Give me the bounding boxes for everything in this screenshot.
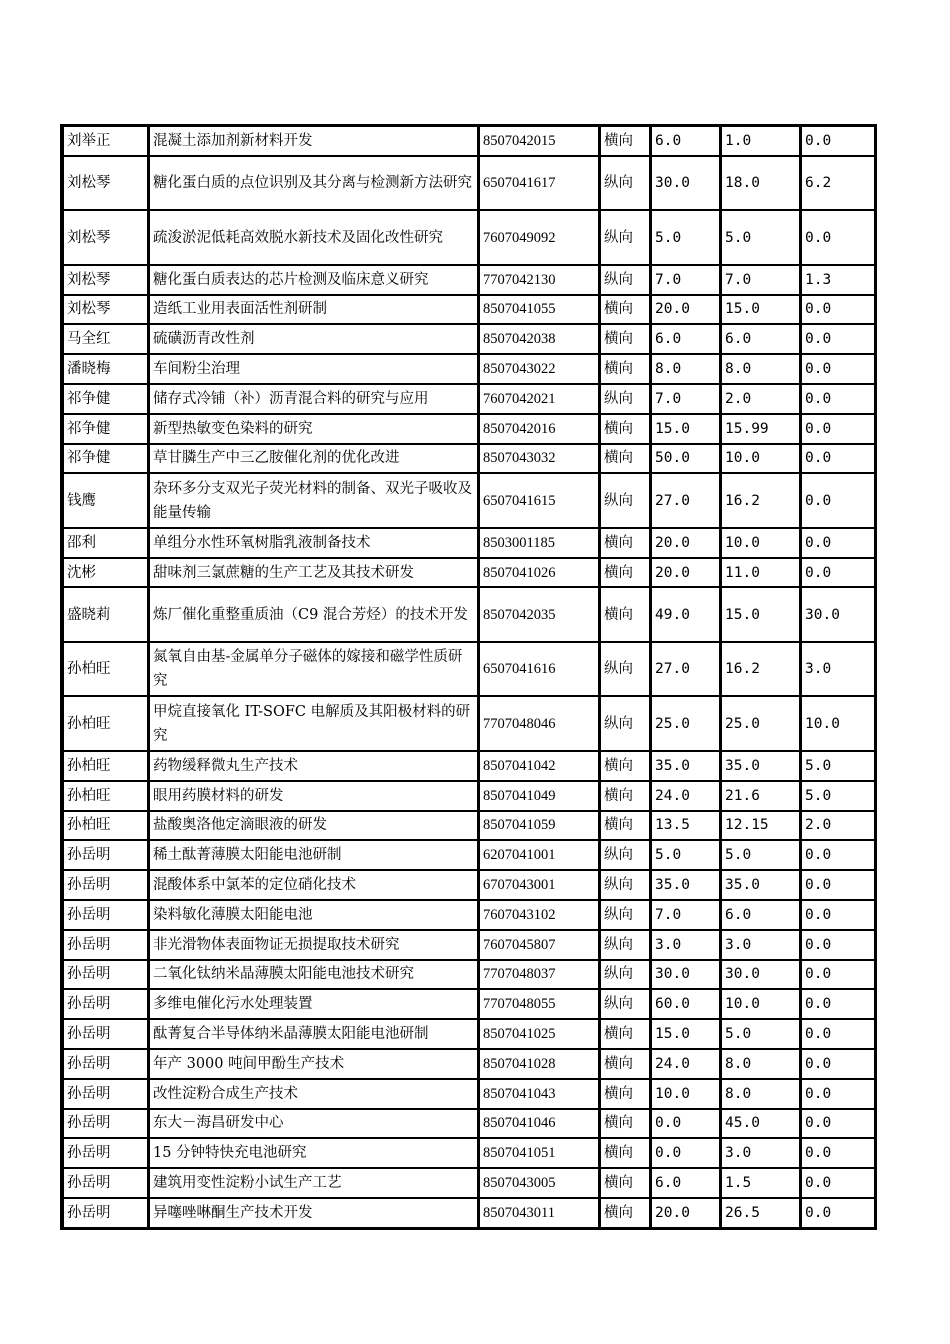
project-title-cell: 混凝土添加剂新材料开发	[148, 126, 478, 156]
researcher-name-cell: 孙柏旺	[62, 642, 148, 697]
project-title-cell: 糖化蛋白质表达的芯片检测及临床意义研究	[148, 265, 478, 295]
researcher-name-cell: 孙岳明	[62, 870, 148, 900]
value-3-cell: 0.0	[800, 1198, 875, 1228]
table-row	[62, 528, 875, 558]
value-1-cell: 6.0	[650, 324, 720, 354]
researcher-name-cell: 孙岳明	[62, 1049, 148, 1079]
project-code-cell: 8507042016	[478, 414, 599, 444]
project-title-cell: 眼用药膜材料的研发	[148, 781, 478, 811]
researcher-name-cell: 盛晓莉	[62, 587, 148, 642]
project-code-cell: 6707043001	[478, 870, 599, 900]
table-row	[62, 587, 875, 642]
project-title-cell: 草甘膦生产中三乙胺催化剂的优化改进	[148, 444, 478, 474]
project-type-cell: 横向	[599, 444, 650, 474]
value-2-cell: 26.5	[720, 1198, 800, 1228]
project-type-cell: 纵向	[599, 696, 650, 751]
researcher-name-cell: 祁争健	[62, 414, 148, 444]
project-code-cell: 8507041059	[478, 811, 599, 841]
table-row	[62, 751, 875, 781]
project-title-cell: 异噻唑啉酮生产技术开发	[148, 1198, 478, 1228]
value-3-cell: 0.0	[800, 1138, 875, 1168]
researcher-name-cell: 孙岳明	[62, 960, 148, 990]
table-row	[62, 642, 875, 697]
project-type-cell: 纵向	[599, 156, 650, 211]
value-3-cell: 0.0	[800, 1168, 875, 1198]
table-row	[62, 295, 875, 325]
project-title-cell: 车间粉尘治理	[148, 354, 478, 384]
project-type-cell: 横向	[599, 528, 650, 558]
researcher-name-cell: 孙岳明	[62, 930, 148, 960]
table-row	[62, 156, 875, 211]
project-title-cell: 多维电催化污水处理装置	[148, 989, 478, 1019]
value-2-cell: 5.0	[720, 210, 800, 265]
project-code-cell: 8507041049	[478, 781, 599, 811]
project-code-cell: 7707048037	[478, 960, 599, 990]
table-row	[62, 930, 875, 960]
value-2-cell: 35.0	[720, 870, 800, 900]
project-title-cell: 改性淀粉合成生产技术	[148, 1079, 478, 1109]
project-type-cell: 横向	[599, 811, 650, 841]
researcher-name-cell: 刘松琴	[62, 210, 148, 265]
project-type-cell: 纵向	[599, 265, 650, 295]
project-type-cell: 纵向	[599, 210, 650, 265]
researcher-name-cell: 孙岳明	[62, 1079, 148, 1109]
project-type-cell: 横向	[599, 751, 650, 781]
table-row	[62, 1109, 875, 1139]
project-title-cell: 年产 3000 吨间甲酚生产技术	[148, 1049, 478, 1079]
value-2-cell: 21.6	[720, 781, 800, 811]
project-type-cell: 横向	[599, 1138, 650, 1168]
project-title-cell: 新型热敏变色染料的研究	[148, 414, 478, 444]
value-3-cell: 0.0	[800, 870, 875, 900]
project-title-cell: 染料敏化薄膜太阳能电池	[148, 900, 478, 930]
table-row	[62, 989, 875, 1019]
researcher-name-cell: 孙岳明	[62, 900, 148, 930]
project-title-cell: 造纸工业用表面活性剂研制	[148, 295, 478, 325]
value-2-cell: 1.0	[720, 126, 800, 156]
value-3-cell: 0.0	[800, 1049, 875, 1079]
project-type-cell: 纵向	[599, 960, 650, 990]
project-type-cell: 横向	[599, 1109, 650, 1139]
project-code-cell: 8507042038	[478, 324, 599, 354]
value-1-cell: 7.0	[650, 384, 720, 414]
project-title-cell: 疏浚淤泥低耗高效脱水新技术及固化改性研究	[148, 210, 478, 265]
value-2-cell: 1.5	[720, 1168, 800, 1198]
value-2-cell: 18.0	[720, 156, 800, 211]
project-code-cell: 6207041001	[478, 840, 599, 870]
project-type-cell: 纵向	[599, 989, 650, 1019]
table-row	[62, 1079, 875, 1109]
value-2-cell: 6.0	[720, 900, 800, 930]
value-2-cell: 12.15	[720, 811, 800, 841]
value-3-cell: 0.0	[800, 840, 875, 870]
researcher-name-cell: 孙岳明	[62, 989, 148, 1019]
project-code-cell: 8507042015	[478, 126, 599, 156]
value-3-cell: 2.0	[800, 811, 875, 841]
value-1-cell: 25.0	[650, 696, 720, 751]
table-row	[62, 1198, 875, 1228]
project-title-cell: 建筑用变性淀粉小试生产工艺	[148, 1168, 478, 1198]
value-2-cell: 8.0	[720, 1079, 800, 1109]
value-1-cell: 0.0	[650, 1138, 720, 1168]
table-row	[62, 1019, 875, 1049]
value-1-cell: 20.0	[650, 1198, 720, 1228]
researcher-name-cell: 孙岳明	[62, 1109, 148, 1139]
value-3-cell: 0.0	[800, 324, 875, 354]
project-type-cell: 横向	[599, 558, 650, 588]
value-3-cell: 0.0	[800, 960, 875, 990]
value-2-cell: 5.0	[720, 840, 800, 870]
value-2-cell: 10.0	[720, 444, 800, 474]
value-2-cell: 8.0	[720, 354, 800, 384]
project-code-cell: 8507043032	[478, 444, 599, 474]
project-code-cell: 8507041025	[478, 1019, 599, 1049]
value-3-cell: 0.0	[800, 444, 875, 474]
value-1-cell: 0.0	[650, 1109, 720, 1139]
project-type-cell: 横向	[599, 1168, 650, 1198]
researcher-name-cell: 孙岳明	[62, 840, 148, 870]
project-code-cell: 7607045807	[478, 930, 599, 960]
value-3-cell: 1.3	[800, 265, 875, 295]
value-2-cell: 45.0	[720, 1109, 800, 1139]
project-code-cell: 8507041026	[478, 558, 599, 588]
project-type-cell: 纵向	[599, 870, 650, 900]
table-row	[62, 444, 875, 474]
project-title-cell: 盐酸奥洛他定滴眼液的研发	[148, 811, 478, 841]
value-1-cell: 15.0	[650, 1019, 720, 1049]
project-code-cell: 8503001185	[478, 528, 599, 558]
table-row	[62, 558, 875, 588]
value-3-cell: 0.0	[800, 126, 875, 156]
value-2-cell: 6.0	[720, 324, 800, 354]
value-2-cell: 15.99	[720, 414, 800, 444]
project-title-cell: 酞菁复合半导体纳米晶薄膜太阳能电池研制	[148, 1019, 478, 1049]
project-code-cell: 8507041051	[478, 1138, 599, 1168]
project-code-cell: 7707042130	[478, 265, 599, 295]
value-3-cell: 10.0	[800, 696, 875, 751]
project-code-cell: 7607042021	[478, 384, 599, 414]
project-type-cell: 横向	[599, 1019, 650, 1049]
value-3-cell: 0.0	[800, 295, 875, 325]
project-title-cell: 储存式冷铺（补）沥青混合料的研究与应用	[148, 384, 478, 414]
table-row	[62, 324, 875, 354]
project-type-cell: 横向	[599, 587, 650, 642]
researcher-name-cell: 孙柏旺	[62, 811, 148, 841]
project-title-cell: 糖化蛋白质的点位识别及其分离与检测新方法研究	[148, 156, 478, 211]
project-type-cell: 横向	[599, 295, 650, 325]
project-type-cell: 纵向	[599, 930, 650, 960]
value-1-cell: 24.0	[650, 1049, 720, 1079]
researcher-name-cell: 刘松琴	[62, 265, 148, 295]
researcher-name-cell: 孙岳明	[62, 1198, 148, 1228]
table-row	[62, 414, 875, 444]
value-2-cell: 16.2	[720, 642, 800, 697]
table-row	[62, 1049, 875, 1079]
researcher-name-cell: 祁争健	[62, 444, 148, 474]
value-3-cell: 30.0	[800, 587, 875, 642]
value-2-cell: 30.0	[720, 960, 800, 990]
researcher-name-cell: 孙柏旺	[62, 696, 148, 751]
project-type-cell: 横向	[599, 1079, 650, 1109]
project-type-cell: 横向	[599, 1049, 650, 1079]
value-1-cell: 10.0	[650, 1079, 720, 1109]
project-code-cell: 6507041615	[478, 473, 599, 528]
project-code-cell: 8507042035	[478, 587, 599, 642]
value-3-cell: 0.0	[800, 354, 875, 384]
value-3-cell: 0.0	[800, 930, 875, 960]
value-1-cell: 49.0	[650, 587, 720, 642]
researcher-name-cell: 钱鹰	[62, 473, 148, 528]
value-3-cell: 0.0	[800, 210, 875, 265]
table-row	[62, 811, 875, 841]
project-code-cell: 8507041028	[478, 1049, 599, 1079]
project-table	[60, 124, 877, 1230]
project-title-cell: 非光滑物体表面物证无损提取技术研究	[148, 930, 478, 960]
value-1-cell: 20.0	[650, 295, 720, 325]
researcher-name-cell: 沈彬	[62, 558, 148, 588]
project-type-cell: 横向	[599, 414, 650, 444]
table-row	[62, 840, 875, 870]
value-3-cell: 3.0	[800, 642, 875, 697]
table-row	[62, 900, 875, 930]
table-row	[62, 210, 875, 265]
researcher-name-cell: 孙岳明	[62, 1138, 148, 1168]
value-1-cell: 15.0	[650, 414, 720, 444]
value-1-cell: 7.0	[650, 900, 720, 930]
project-code-cell: 7607049092	[478, 210, 599, 265]
researcher-name-cell: 刘松琴	[62, 295, 148, 325]
value-2-cell: 15.0	[720, 295, 800, 325]
value-2-cell: 11.0	[720, 558, 800, 588]
value-1-cell: 24.0	[650, 781, 720, 811]
project-code-cell: 8507041055	[478, 295, 599, 325]
table-body	[62, 126, 875, 1228]
value-3-cell: 0.0	[800, 384, 875, 414]
project-title-cell: 药物缓释微丸生产技术	[148, 751, 478, 781]
value-3-cell: 0.0	[800, 900, 875, 930]
value-2-cell: 16.2	[720, 473, 800, 528]
project-code-cell: 8507041043	[478, 1079, 599, 1109]
project-title-cell: 氮氧自由基-金属单分子磁体的嫁接和磁学性质研究	[148, 642, 478, 697]
table-row	[62, 126, 875, 156]
researcher-name-cell: 祁争健	[62, 384, 148, 414]
project-type-cell: 纵向	[599, 384, 650, 414]
value-2-cell: 3.0	[720, 930, 800, 960]
value-1-cell: 20.0	[650, 558, 720, 588]
value-2-cell: 3.0	[720, 1138, 800, 1168]
table-row	[62, 384, 875, 414]
project-code-cell: 8507041042	[478, 751, 599, 781]
researcher-name-cell: 刘松琴	[62, 156, 148, 211]
project-type-cell: 横向	[599, 781, 650, 811]
value-1-cell: 35.0	[650, 870, 720, 900]
value-1-cell: 6.0	[650, 126, 720, 156]
value-3-cell: 6.2	[800, 156, 875, 211]
table-row	[62, 870, 875, 900]
project-type-cell: 横向	[599, 126, 650, 156]
project-title-cell: 炼厂催化重整重质油（C9 混合芳烃）的技术开发	[148, 587, 478, 642]
project-title-cell: 东大－海昌研发中心	[148, 1109, 478, 1139]
value-1-cell: 20.0	[650, 528, 720, 558]
project-title-cell: 二氧化钛纳米晶薄膜太阳能电池技术研究	[148, 960, 478, 990]
researcher-name-cell: 马全红	[62, 324, 148, 354]
project-code-cell: 6507041617	[478, 156, 599, 211]
project-title-cell: 甲烷直接氧化 IT-SOFC 电解质及其阳极材料的研究	[148, 696, 478, 751]
researcher-name-cell: 孙岳明	[62, 1168, 148, 1198]
value-3-cell: 0.0	[800, 989, 875, 1019]
value-1-cell: 13.5	[650, 811, 720, 841]
value-3-cell: 0.0	[800, 473, 875, 528]
table-row	[62, 1138, 875, 1168]
value-1-cell: 8.0	[650, 354, 720, 384]
value-1-cell: 5.0	[650, 840, 720, 870]
project-title-cell: 15 分钟特快充电池研究	[148, 1138, 478, 1168]
value-2-cell: 35.0	[720, 751, 800, 781]
value-3-cell: 0.0	[800, 414, 875, 444]
project-type-cell: 纵向	[599, 473, 650, 528]
table-row	[62, 265, 875, 295]
table-row	[62, 960, 875, 990]
value-3-cell: 0.0	[800, 1109, 875, 1139]
table-row	[62, 473, 875, 528]
project-title-cell: 甜味剂三氯蔗糖的生产工艺及其技术研发	[148, 558, 478, 588]
value-2-cell: 15.0	[720, 587, 800, 642]
value-3-cell: 0.0	[800, 1079, 875, 1109]
researcher-name-cell: 孙柏旺	[62, 751, 148, 781]
value-3-cell: 0.0	[800, 528, 875, 558]
table-row	[62, 781, 875, 811]
value-2-cell: 7.0	[720, 265, 800, 295]
value-1-cell: 60.0	[650, 989, 720, 1019]
value-1-cell: 27.0	[650, 642, 720, 697]
project-type-cell: 纵向	[599, 900, 650, 930]
researcher-name-cell: 邵利	[62, 528, 148, 558]
project-code-cell: 7607043102	[478, 900, 599, 930]
table-row	[62, 696, 875, 751]
value-1-cell: 5.0	[650, 210, 720, 265]
project-code-cell: 7707048046	[478, 696, 599, 751]
researcher-name-cell: 孙柏旺	[62, 781, 148, 811]
researcher-name-cell: 孙岳明	[62, 1019, 148, 1049]
value-3-cell: 0.0	[800, 558, 875, 588]
table-row	[62, 354, 875, 384]
project-type-cell: 纵向	[599, 840, 650, 870]
researcher-name-cell: 潘晓梅	[62, 354, 148, 384]
project-title-cell: 杂环多分支双光子荧光材料的制备、双光子吸收及能量传输	[148, 473, 478, 528]
project-type-cell: 纵向	[599, 642, 650, 697]
project-type-cell: 横向	[599, 1198, 650, 1228]
project-code-cell: 8507043022	[478, 354, 599, 384]
value-2-cell: 2.0	[720, 384, 800, 414]
value-3-cell: 5.0	[800, 751, 875, 781]
project-type-cell: 横向	[599, 324, 650, 354]
value-1-cell: 7.0	[650, 265, 720, 295]
value-3-cell: 5.0	[800, 781, 875, 811]
project-code-cell: 7707048055	[478, 989, 599, 1019]
value-1-cell: 50.0	[650, 444, 720, 474]
researcher-name-cell: 刘举正	[62, 126, 148, 156]
project-type-cell: 横向	[599, 354, 650, 384]
project-code-cell: 8507043011	[478, 1198, 599, 1228]
value-1-cell: 35.0	[650, 751, 720, 781]
value-1-cell: 30.0	[650, 156, 720, 211]
value-1-cell: 27.0	[650, 473, 720, 528]
project-title-cell: 稀土酞菁薄膜太阳能电池研制	[148, 840, 478, 870]
value-1-cell: 6.0	[650, 1168, 720, 1198]
value-3-cell: 0.0	[800, 1019, 875, 1049]
value-2-cell: 8.0	[720, 1049, 800, 1079]
value-1-cell: 30.0	[650, 960, 720, 990]
value-1-cell: 3.0	[650, 930, 720, 960]
project-title-cell: 单组分水性环氧树脂乳液制备技术	[148, 528, 478, 558]
value-2-cell: 10.0	[720, 528, 800, 558]
value-2-cell: 5.0	[720, 1019, 800, 1049]
project-code-cell: 8507043005	[478, 1168, 599, 1198]
project-title-cell: 硫磺沥青改性剂	[148, 324, 478, 354]
table-row	[62, 1168, 875, 1198]
project-title-cell: 混酸体系中氯苯的定位硝化技术	[148, 870, 478, 900]
project-code-cell: 8507041046	[478, 1109, 599, 1139]
value-2-cell: 10.0	[720, 989, 800, 1019]
project-code-cell: 6507041616	[478, 642, 599, 697]
value-2-cell: 25.0	[720, 696, 800, 751]
